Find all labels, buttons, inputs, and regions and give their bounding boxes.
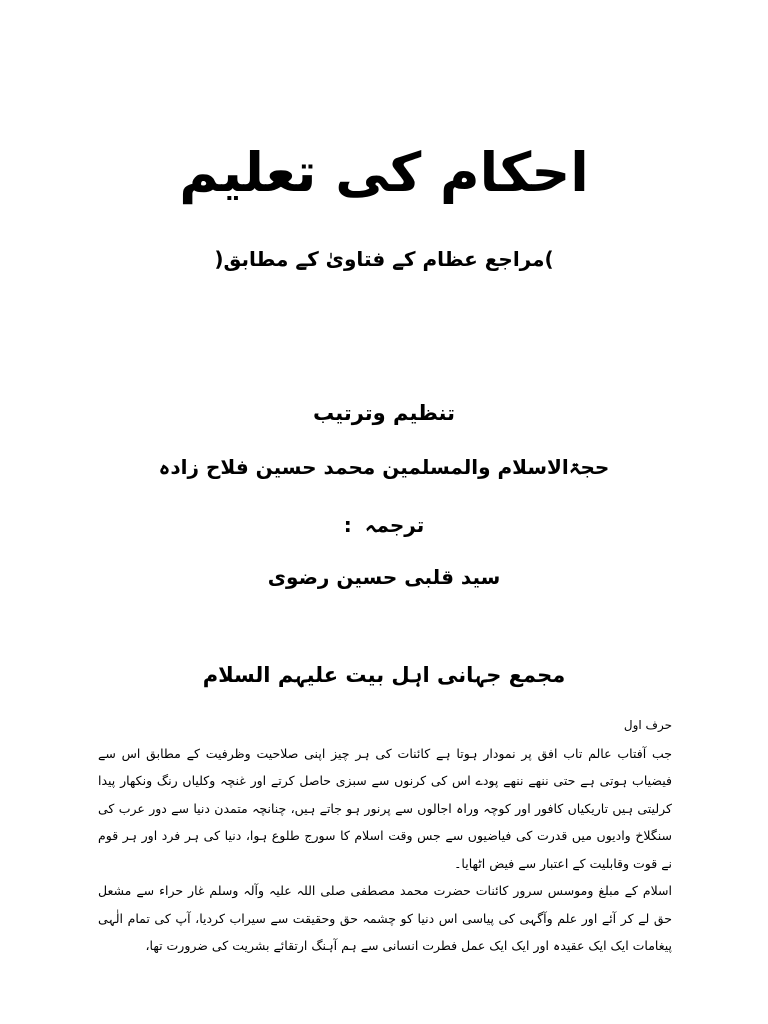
translator-name: سید قلبی حسین رضوی [267, 565, 501, 589]
foreword-heading: حرف اول [623, 718, 672, 732]
foreword-section [98, 712, 672, 960]
publisher-name: مجمع جہانی اہل بیت علیہم السلام [202, 663, 566, 687]
arrangement-label: تنظیم وترتیب [313, 401, 455, 425]
translation-label: ترجمہ : [343, 513, 425, 537]
book-title: احکام کی تعلیم [179, 141, 589, 204]
foreword-paragraph-1: جب آفتاب عالم تاب افق پر نمودار ہوتا ہے کائنات کی ہر چیز اپنی صلاحیت وظرفیت کے مطابق اس سے فیضیاب ہوتی ہے حتی ننھے ننھے پودے اس کی کرنوں سے سبزی حاصل کرتے اور غنچہ وکلیاں رنگ ونکھار پیدا کرلیتی ہیں تاریکیاں کافور اور کوچہ وراہ اجالوں سے پرنور ہو جاتے ہیں، چنانچہ متمدن دنیا سے دور عرب کی سنگلاخ وادیوں میں قدرت کی فیاضیوں سے جس وقت اسلام کا سورج طلوع ہوا، دنیا کی ہر فرد اور ہر قوم نے قوت وقابلیت کے اعتبار سے فیض اٹھایا۔ [98, 745, 672, 871]
book-subtitle: )مراجع عظام کے فتاویٰ کے مطابق( [214, 247, 554, 271]
foreword-paragraph-2: اسلام کے مبلغ وموسس سرور کائنات حضرت محمد مصطفی صلی اللہ علیہ وآلہ وسلم غار حراء سے مشعل حق لے کر آئے اور علم وآگہی کی پیاسی اس دنیا کو چشمہ حق وحقیقت سے سیراب کردیا، آپ کی تمام الٰہی پیغامات ایک ایک عقیدہ اور ایک ایک عمل فطرت انسانی سے ہم آہنگ ارتقائے بشریت کی ضرورت تھا، [98, 883, 672, 953]
arranger-name: حجۃالاسلام والمسلمین محمد حسین فلاح زادہ [158, 455, 610, 479]
